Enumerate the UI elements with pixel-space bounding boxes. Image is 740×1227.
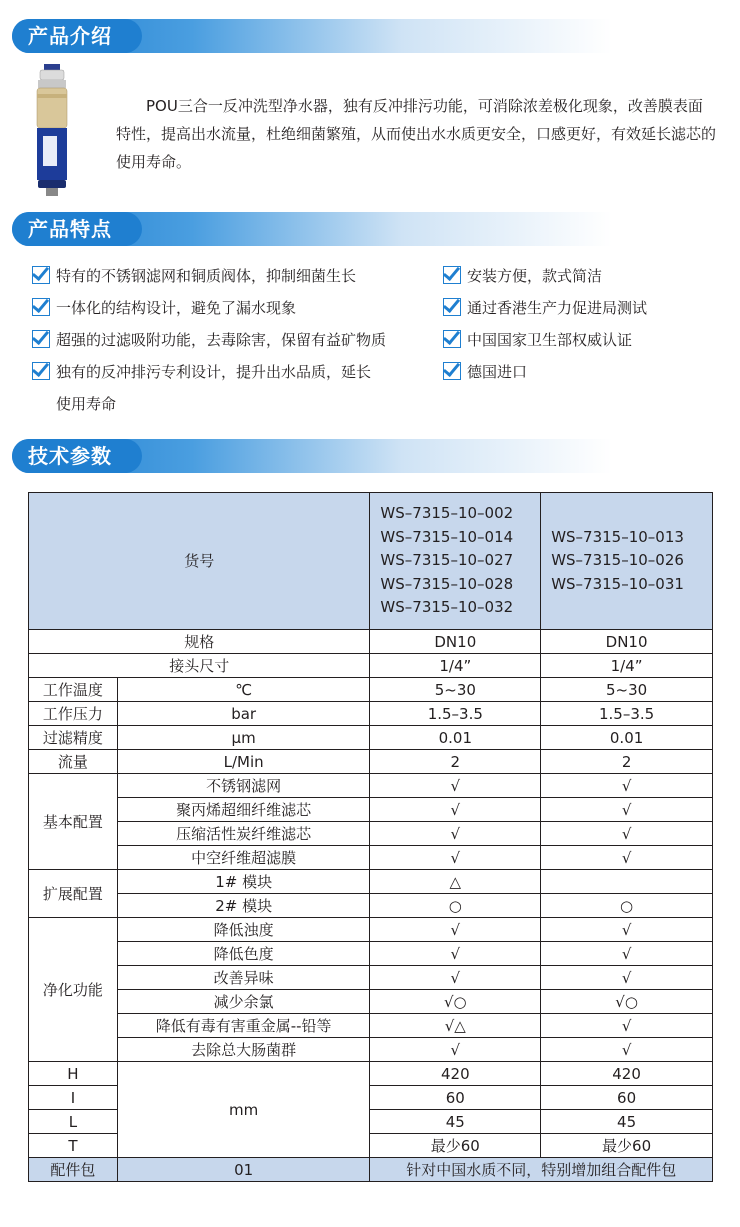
checkbox-icon	[443, 298, 461, 316]
feature-item-continued: 使用寿命	[56, 395, 117, 413]
model-list-a: WS–7315–10–002 WS–7315–10–014 WS–7315–10–027 WS–7315–10–028 WS–7315–10–032	[370, 493, 541, 630]
section-title-intro: 产品介绍	[28, 24, 112, 48]
section-header-spec	[12, 439, 612, 473]
checkbox-icon	[443, 266, 461, 284]
checkbox-icon	[443, 362, 461, 380]
intro-paragraph: POU三合一反冲洗型净水器，独有反冲排污功能，可消除浓差极化现象，改善膜表面特性，提高出水流量，杜绝细菌繁殖，从而使出水水质更安全，口感更好，有效延长滤芯的使用寿命。	[116, 97, 717, 171]
section-header-features	[12, 212, 612, 246]
table-row: 降低色度 √ √	[29, 942, 713, 966]
checkbox-icon	[32, 298, 50, 316]
table-row: 流量 L/Min 2 2	[29, 750, 713, 774]
table-row: 降低有毒有害重金属--铅等 √△ √	[29, 1014, 713, 1038]
model-header-label: 货号	[29, 493, 370, 630]
water-filter-product-image	[34, 64, 70, 196]
model-list-b: WS–7315–10–013 WS–7315–10–026 WS–7315–10–031	[541, 493, 713, 630]
feature-item: 中国国家卫生部权威认证	[443, 325, 632, 356]
table-row: 接头尺寸 1/4” 1/4”	[29, 654, 713, 678]
table-row: 基本配置 不锈钢滤网 √ √	[29, 774, 713, 798]
table-row: I 60 60	[29, 1086, 713, 1110]
feature-item: 特有的不锈钢滤网和铜质阀体，抑制细菌生长	[32, 261, 356, 292]
table-row: L 45 45	[29, 1110, 713, 1134]
checkbox-icon	[443, 330, 461, 348]
table-row: 去除总大肠菌群 √ √	[29, 1038, 713, 1062]
section-title-spec: 技术参数	[28, 444, 112, 468]
table-row: 净化功能 降低浊度 √ √	[29, 918, 713, 942]
feature-item: 超强的过滤吸附功能，去毒除害，保留有益矿物质	[32, 325, 386, 356]
table-row: 扩展配置 1# 模块 △	[29, 870, 713, 894]
table-row: H mm 420 420	[29, 1062, 713, 1086]
section-header-intro	[12, 19, 612, 53]
table-row: 规格 DN10 DN10	[29, 630, 713, 654]
table-row: 压缩活性炭纤维滤芯 √ √	[29, 822, 713, 846]
feature-item: 一体化的结构设计，避免了漏水现象	[32, 293, 296, 324]
table-row: 2# 模块 ○ ○	[29, 894, 713, 918]
table-row: 聚丙烯超细纤维滤芯 √ √	[29, 798, 713, 822]
table-row: T 最少60 最少60	[29, 1134, 713, 1158]
table-row: 中空纤维超滤膜 √ √	[29, 846, 713, 870]
table-row: 配件包 01 针对中国水质不同，特别增加组合配件包	[29, 1158, 713, 1182]
table-row: 工作压力 bar 1.5–3.5 1.5–3.5	[29, 702, 713, 726]
table-row: 过滤精度 μm 0.01 0.01	[29, 726, 713, 750]
spec-table	[28, 492, 713, 1182]
table-row	[29, 493, 713, 630]
section-title-features: 产品特点	[28, 217, 112, 241]
feature-item: 通过香港生产力促进局测试	[443, 293, 647, 324]
table-row: 减少余氯 √○ √○	[29, 990, 713, 1014]
feature-item: 独有的反冲排污专利设计，提升出水品质，延长	[32, 357, 371, 388]
checkbox-icon	[32, 330, 50, 348]
feature-item: 德国进口	[443, 357, 527, 388]
feature-item: 安装方便，款式简洁	[443, 261, 602, 292]
table-row: 改善异味 √ √	[29, 966, 713, 990]
checkbox-icon	[32, 266, 50, 284]
table-row: 工作温度 ℃ 5~30 5~30	[29, 678, 713, 702]
checkbox-icon	[32, 362, 50, 380]
